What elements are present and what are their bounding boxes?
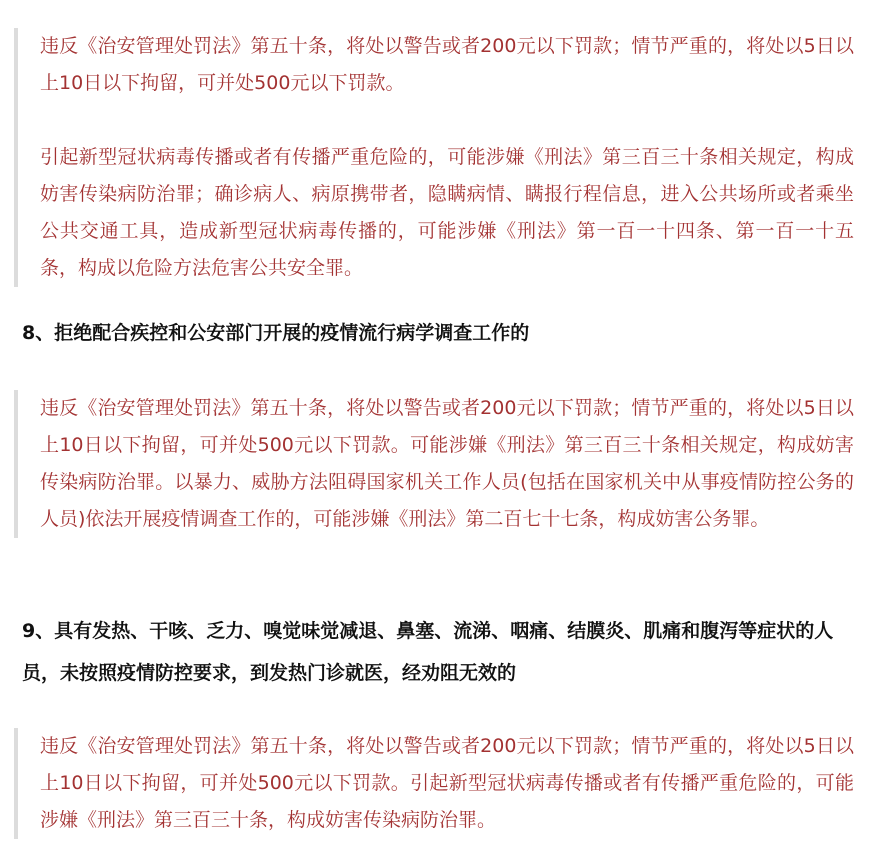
blockquote-penalty-7 [14,28,854,287]
section-heading-8: 8、拒绝配合疾控和公安部门开展的疫情流行病学调查工作的 [22,322,530,344]
quote-paragraph: 违反《治安管理处罚法》第五十条，将处以警告或者200元以下罚款；情节严重的，将处以5日以上10日以下拘留，可并处500元以下罚款。 [40,35,854,94]
quote-paragraph: 违反《治安管理处罚法》第五十条，将处以警告或者200元以下罚款；情节严重的，将处以5日以上10日以下拘留，可并处500元以下罚款。可能涉嫌《刑法》第三百三十条相关规定，构成妨害传染病防治罪。以暴力、威胁方法阻碍国家机关工作人员(包括在国家机关中从事疫情防控公务的人员)依法开展疫情调查工作的，可能涉嫌《刑法》第二百七十七条，构成妨害公务罪。 [40,397,854,530]
quote-paragraph: 引起新型冠状病毒传播或者有传播严重危险的，可能涉嫌《刑法》第三百三十条相关规定，构成妨害传染病防治罪；确诊病人、病原携带者，隐瞒病情、瞒报行程信息，进入公共场所或者乘坐公共交通工具，造成新型冠状病毒传播的，可能涉嫌《刑法》第一百一十四条、第一百一十五条，构成以危险方法危害公共安全罪。 [40,146,854,279]
quote-paragraph: 违反《治安管理处罚法》第五十条，将处以警告或者200元以下罚款；情节严重的，将处以5日以上10日以下拘留，可并处500元以下罚款。引起新型冠状病毒传播或者有传播严重危险的，可能涉嫌《刑法》第三百三十条，构成妨害传染病防治罪。 [40,735,854,831]
blockquote-penalty-9 [14,728,854,839]
blockquote-penalty-8 [14,390,854,538]
section-heading-9: 9、具有发热、干咳、乏力、嗅觉味觉减退、鼻塞、流涕、咽痛、结膜炎、肌痛和腹泻等症状的人员，未按照疫情防控要求，到发热门诊就医，经劝阻无效的 [22,620,834,684]
